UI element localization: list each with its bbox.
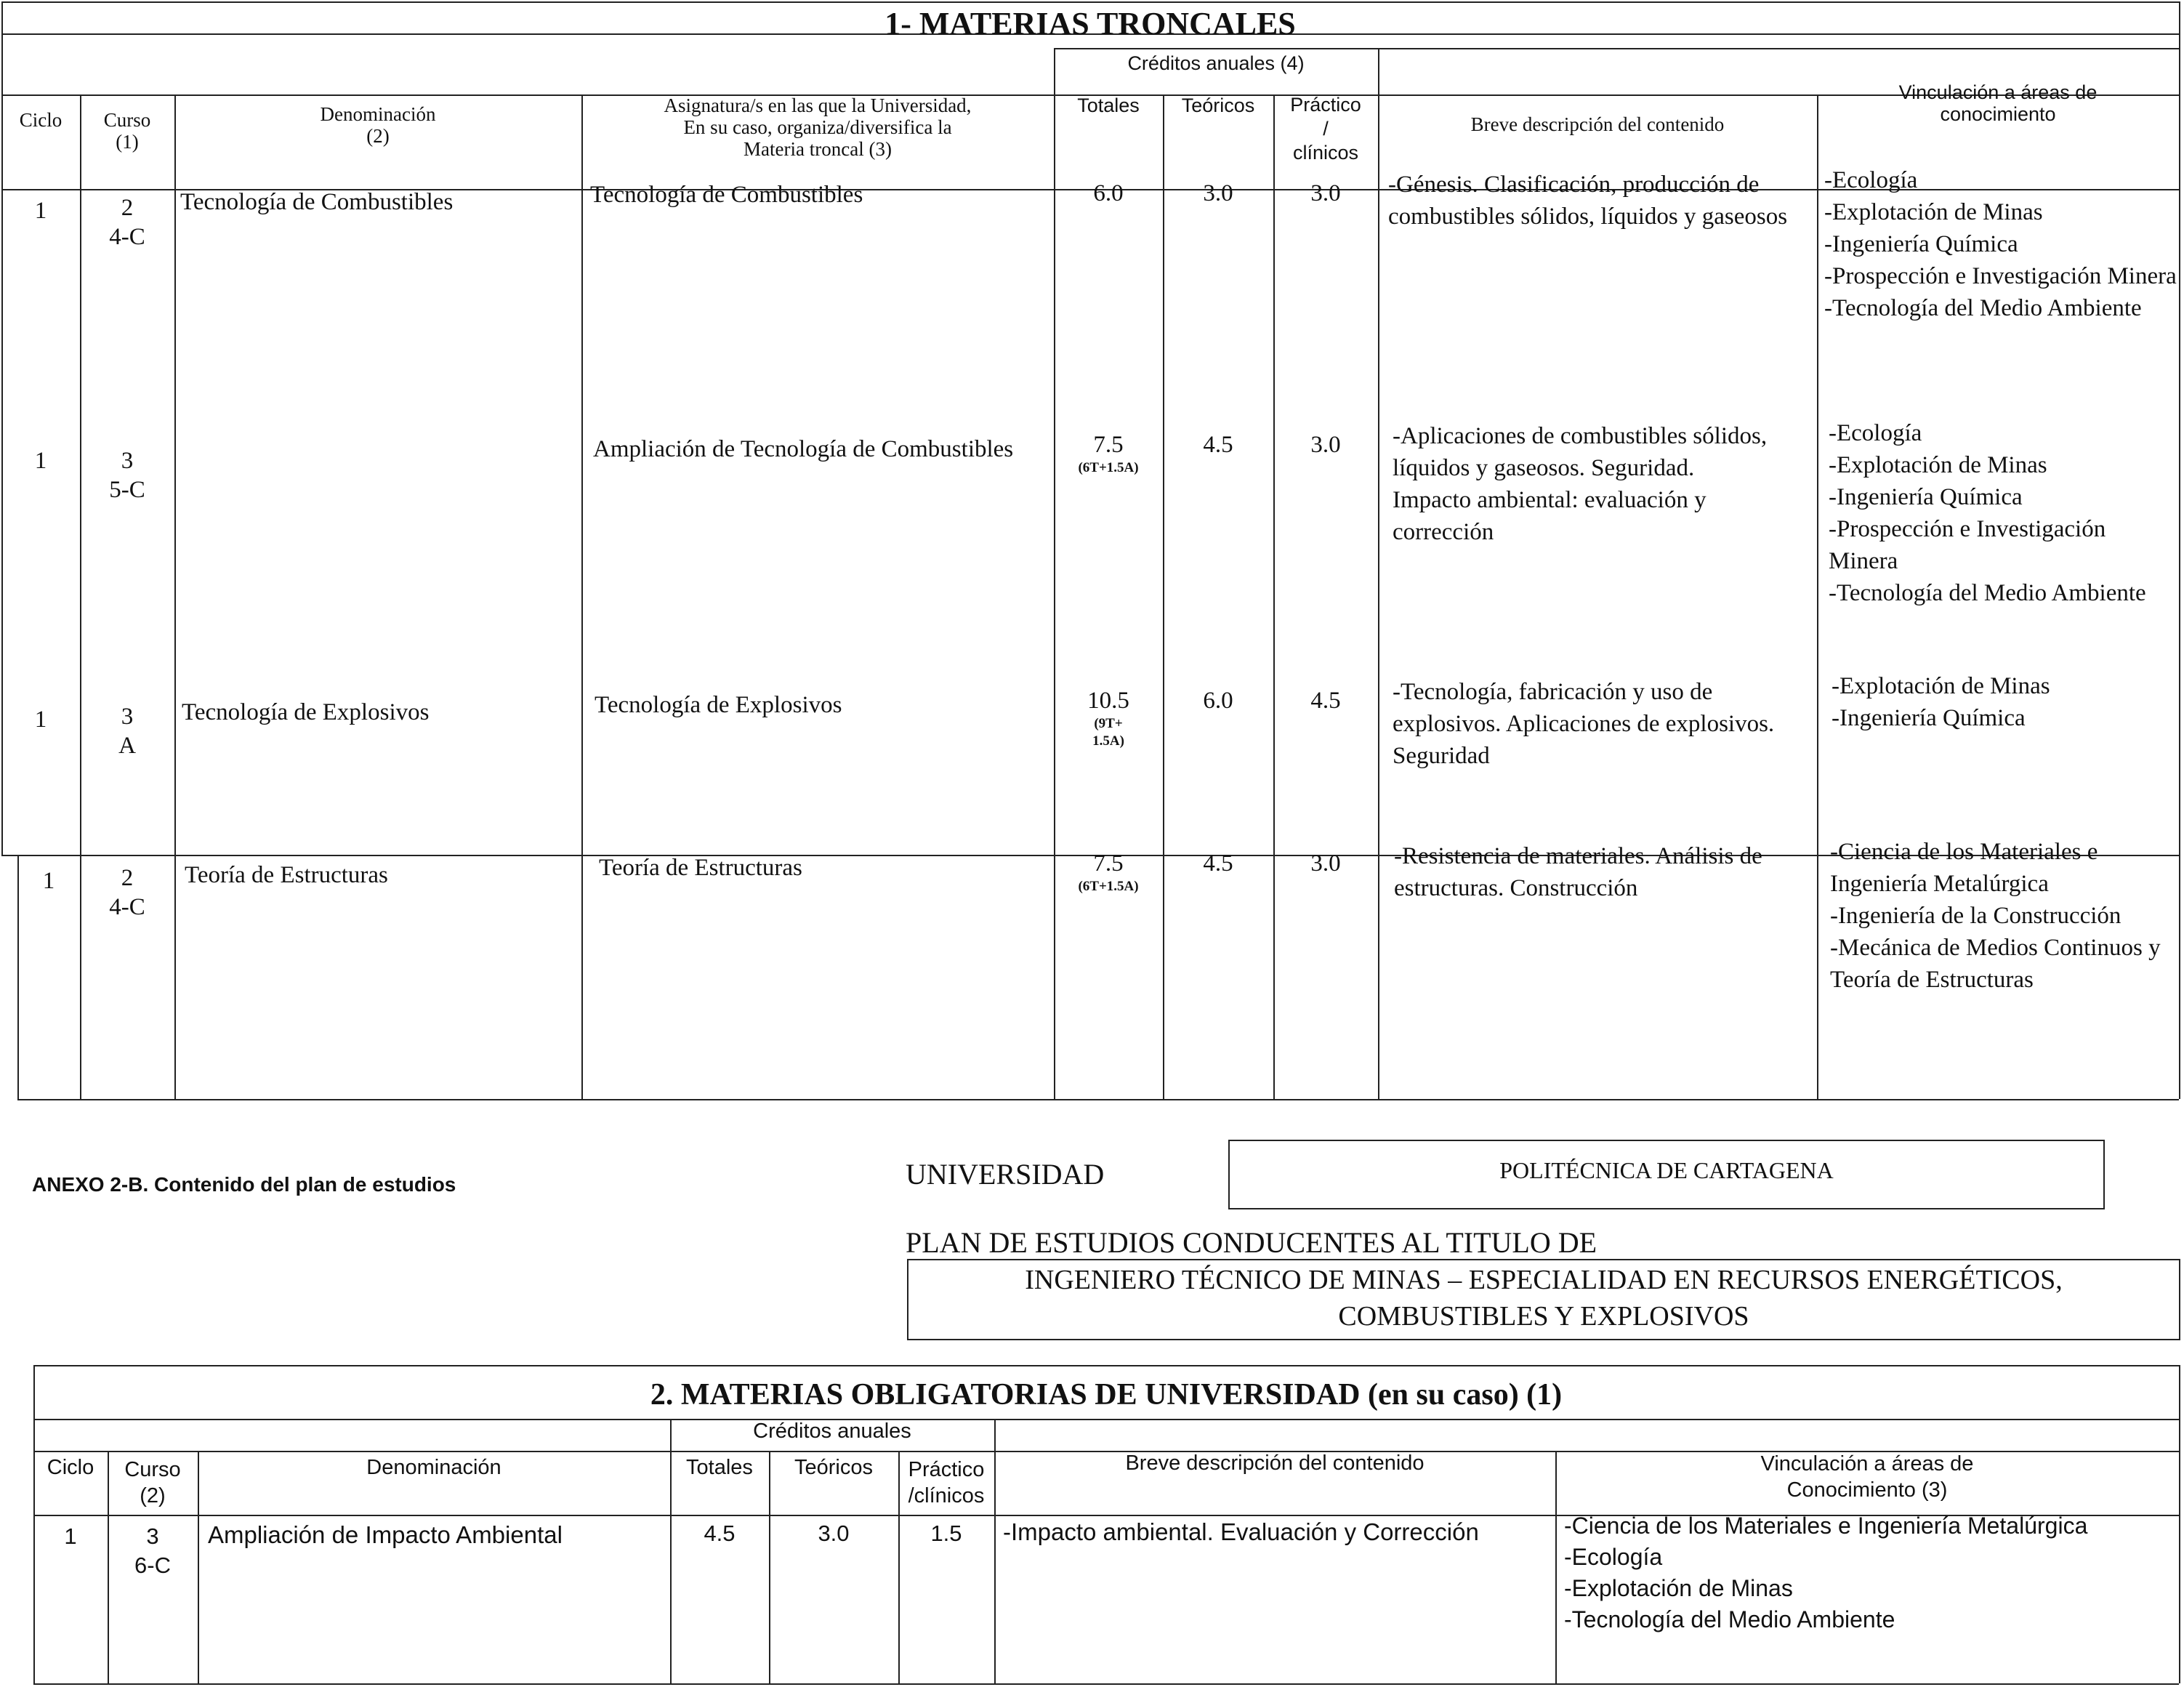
cell-denominacion: Ampliación de Impacto Ambiental (208, 1521, 563, 1548)
cell-descripcion: -Impacto ambiental. Evaluación y Corrección (1003, 1518, 1479, 1545)
header-vinculacion: Vinculación a áreas de conocimiento (1898, 81, 2098, 125)
header-teoricos: Teóricos (1181, 94, 1255, 116)
cell-asignatura: Tecnología de Explosivos (595, 692, 842, 718)
header-denominacion: Denominación (366, 1456, 501, 1479)
cell-teoricos: 4.5 (1203, 432, 1233, 458)
cell-ciclo: 1 (42, 868, 55, 894)
header-breve-descripcion: Breve descripción del contenido (1125, 1452, 1425, 1475)
cell-curso: 2 4-C (109, 195, 145, 250)
table1-title: 1- MATERIAS TRONCALES (885, 6, 1296, 41)
header-practico: Práctico /clínicos (908, 1458, 985, 1507)
header-asignaturas: Asignatura/s en las que la Universidad, En su caso, organiza/diversifica la Materia troncal (3) (664, 94, 972, 160)
header-curso: Curso (2) (124, 1458, 181, 1507)
universidad-value: POLITÉCNICA DE CARTAGENA (1499, 1157, 1834, 1183)
creditos-header: Créditos anuales (753, 1420, 911, 1443)
header-totales: Totales (1077, 94, 1140, 116)
cell-curso: 3 5-C (109, 448, 145, 503)
cell-descripcion: -Tecnología, fabricación y uso de explosivos. Aplicaciones de explosivos. Seguridad (1393, 679, 1775, 769)
cell-teoricos: 4.5 (1203, 850, 1233, 877)
cell-descripcion: -Aplicaciones de combustibles sólidos, líquidos y gaseosos. Seguridad. Impacto ambiental: evaluación y corrección (1393, 423, 1768, 545)
cell-curso: 2 4-C (109, 865, 145, 920)
cell-descripcion: -Génesis. Clasificación, producción de combustibles sólidos, líquidos y gaseosos (1388, 172, 1788, 230)
header-denominacion: Denominación (2) (320, 103, 436, 147)
cell-totales: 7.5 (6T+1.5A) (1078, 432, 1139, 475)
cell-practico: 1.5 (930, 1521, 962, 1546)
cell-vinculacion: -Ciencia de los Materiales e Ingeniería Metalúrgica -Ingeniería de la Construcción -Mecánica de Medios Continuos y Teoría de Estructuras (1830, 839, 2161, 993)
cell-vinculacion: -Ecología -Explotación de Minas -Ingeniería Química -Prospección e Investigación Minera -Tecnología del Medio Ambiente (1824, 167, 2177, 321)
plan-label: PLAN DE ESTUDIOS CONDUCENTES AL TITULO DE (906, 1226, 1597, 1259)
cell-denominacion: Tecnología de Combustibles (180, 189, 454, 215)
cell-vinculacion: -Ecología -Explotación de Minas -Ingeniería Química -Prospección e Investigación Minera -Tecnología del Medio Ambiente (1829, 420, 2146, 606)
header-totales: Totales (686, 1456, 753, 1479)
cell-teoricos: 3.0 (1203, 180, 1233, 206)
universidad-label: UNIVERSIDAD (906, 1158, 1105, 1191)
cell-ciclo: 1 (34, 198, 47, 224)
cell-vinculacion: -Ciencia de los Materiales e Ingeniería Metalúrgica -Ecología -Explotación de Minas -Tecnología del Medio Ambiente (1564, 1513, 2088, 1632)
header-ciclo: Ciclo (19, 109, 63, 131)
titulo-value: INGENIERO TÉCNICO DE MINAS – ESPECIALIDAD EN RECURSOS ENERGÉTICOS, COMBUSTIBLES Y EXPLOSIVOS (1025, 1265, 2063, 1332)
cell-totales: 10.5 (9T+ 1.5A) (1087, 688, 1129, 749)
cell-ciclo: 1 (64, 1523, 77, 1549)
header-breve-descripcion: Breve descripción del contenido (1470, 113, 1725, 135)
cell-denominacion: Tecnología de Explosivos (182, 699, 430, 725)
cell-asignatura: Tecnología de Combustibles (590, 182, 863, 208)
cell-teoricos: 6.0 (1203, 688, 1233, 714)
cell-practico: 3.0 (1310, 432, 1341, 458)
cell-practico: 4.5 (1310, 688, 1341, 714)
header-ciclo: Ciclo (47, 1456, 94, 1479)
cell-teoricos: 3.0 (818, 1521, 850, 1546)
header-practico: Práctico / clínicos (1290, 94, 1361, 164)
cell-asignatura: Teoría de Estructuras (599, 855, 802, 881)
header-teoricos: Teóricos (794, 1456, 873, 1479)
annex-label: ANEXO 2-B. Contenido del plan de estudios (32, 1173, 456, 1196)
header-vinculacion: Vinculación a áreas de Conocimiento (3) (1760, 1452, 1974, 1502)
cell-practico: 3.0 (1310, 850, 1341, 877)
cell-practico: 3.0 (1310, 180, 1341, 206)
cell-totales: 7.5 (6T+1.5A) (1078, 850, 1139, 894)
cell-curso: 3 6-C (134, 1523, 171, 1578)
cell-descripcion: -Resistencia de materiales. Análisis de estructuras. Construcción (1394, 843, 1762, 901)
table2-title: 2. MATERIAS OBLIGATORIAS DE UNIVERSIDAD (en su caso) (1) (650, 1378, 1563, 1412)
cell-denominacion: Teoría de Estructuras (185, 862, 388, 888)
cell-ciclo: 1 (34, 706, 47, 733)
header-curso: Curso (1) (103, 109, 151, 153)
cell-curso: 3 A (118, 704, 136, 759)
cell-ciclo: 1 (34, 448, 47, 474)
cell-totales: 4.5 (704, 1521, 736, 1546)
creditos-header: Créditos anuales (4) (1127, 52, 1305, 74)
cell-vinculacion: -Explotación de Minas -Ingeniería Química (1832, 673, 2050, 731)
cell-asignatura: Ampliación de Tecnología de Combustibles (593, 436, 1014, 462)
cell-totales: 6.0 (1093, 180, 1124, 206)
